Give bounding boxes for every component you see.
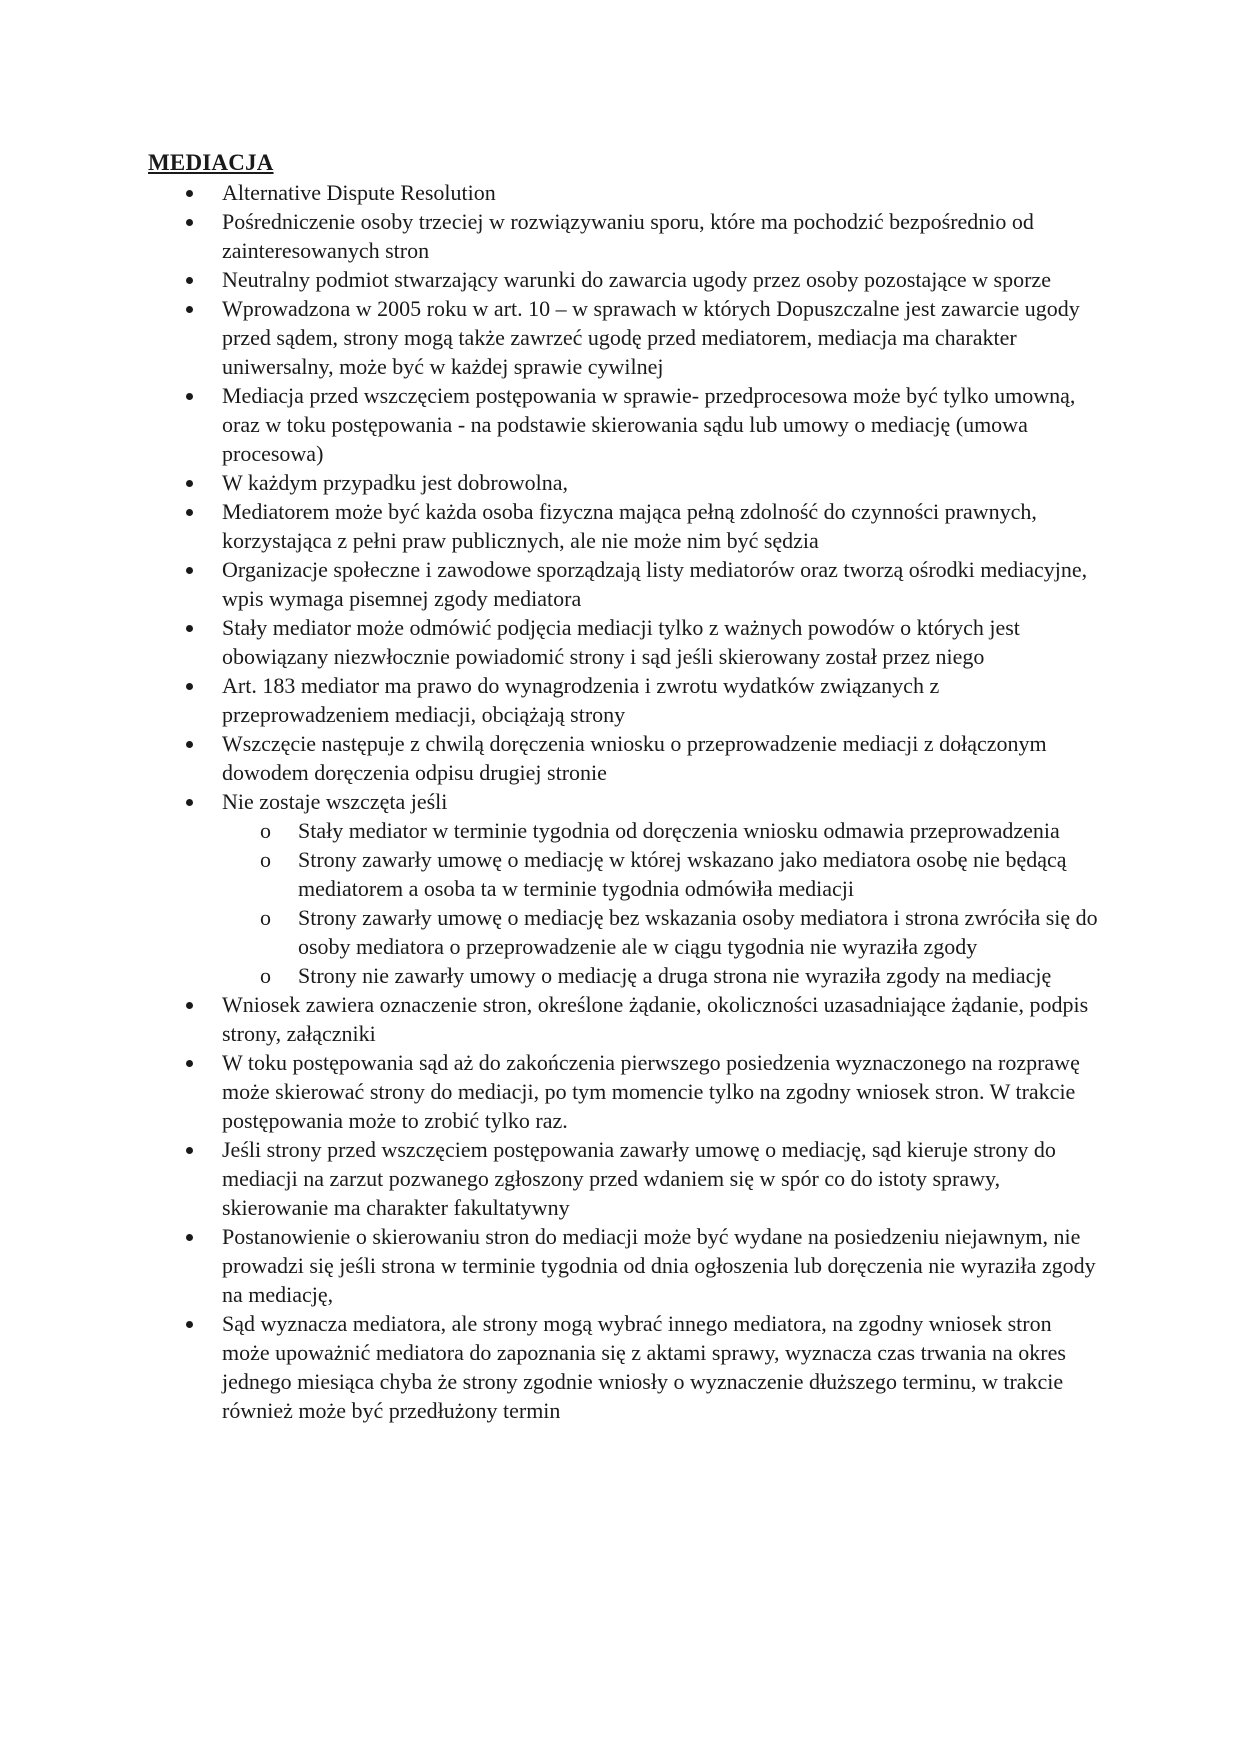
list-item [222,265,1102,294]
list-item [222,671,1102,729]
list-item [222,555,1102,613]
bullet-icon [186,1321,193,1328]
sub-list-item-text: Strony zawarły umowę o mediację bez wskazania osoby mediatora i strona zwróciła się do osoby mediatora o przeprowadzenie ale w ciągu tygodnia nie wyraziła zgody [298,905,1098,959]
bullet-icon [186,480,193,487]
list-item-text: Mediacja przed wszczęciem postępowania w sprawie- przedprocesowa może być tylko umowną, oraz w toku postępowania - na podstawie skierowania sądu lub umowy o mediację (umowa procesowa) [222,383,1076,466]
bullet-icon [186,219,193,226]
list-item-text: Mediatorem może być każda osoba fizyczna mająca pełną zdolność do czynności prawnych, korzystająca z pełni praw publicznych, ale nie może nim być sędzia [222,499,1037,553]
circle-bullet-icon: o [260,905,271,930]
document-title: MEDIACJA [148,150,274,175]
list-item-text: W toku postępowania sąd aż do zakończenia pierwszego posiedzenia wyznaczonego na rozprawę może skierować strony do mediacji, po tym momencie tylko na zgodny wniosek stron. W trakcie postępowania może to zrobić tylko raz. [222,1050,1080,1133]
list-item-text: Art. 183 mediator ma prawo do wynagrodzenia i zwrotu wydatków związanych z przeprowadzeniem mediacji, obciążają strony [222,673,940,727]
sub-list-item [260,816,1102,845]
list-item [222,787,1102,990]
bullet-icon [186,1234,193,1241]
sub-list-item-text: Strony zawarły umowę o mediację w której wskazano jako mediatora osobę nie będącą mediatorem a osoba ta w terminie tygodnia odmówiła mediacji [298,847,1067,901]
list-item-text: Stały mediator może odmówić podjęcia mediacji tylko z ważnych powodów o których jest obowiązany niezwłocznie powiadomić strony i sąd jeśli skierowany został przez niego [222,615,1020,669]
bullet-icon [186,190,193,197]
bullet-icon [186,277,193,284]
sub-list-item [260,961,1102,990]
list-item-text: Neutralny podmiot stwarzający warunki do zawarcia ugody przez osoby pozostające w sporze [222,267,1051,292]
list-item [222,497,1102,555]
list-item-text: Wszczęcie następuje z chwilą doręczenia wniosku o przeprowadzenie mediacji z dołączonym dowodem doręczenia odpisu drugiej stronie [222,731,1047,785]
list-item [222,1222,1102,1309]
bullet-icon [186,567,193,574]
bullet-icon [186,1060,193,1067]
bullet-icon [186,741,193,748]
bullet-list [222,178,1102,1425]
list-item [222,613,1102,671]
list-item [222,178,1102,207]
list-item-text: W każdym przypadku jest dobrowolna, [222,470,569,495]
circle-bullet-icon: o [260,818,271,843]
bullet-icon [186,509,193,516]
sub-list-item-text: Stały mediator w terminie tygodnia od doręczenia wniosku odmawia przeprowadzenia [298,818,1060,843]
sub-bullet-list [222,816,1102,990]
list-item-text: Alternative Dispute Resolution [222,180,496,205]
list-item-text: Jeśli strony przed wszczęciem postępowania zawarły umowę o mediację, sąd kieruje strony do mediacji na zarzut pozwanego zgłoszony przed wdaniem się w spór co do istoty sprawy, skierowanie ma charakter fakultatywny [222,1137,1056,1220]
bullet-icon [186,1002,193,1009]
list-item [222,381,1102,468]
bullet-icon [186,799,193,806]
list-item [222,207,1102,265]
bullet-icon [186,1147,193,1154]
sub-list-item-text: Strony nie zawarły umowy o mediację a druga strona nie wyraziła zgody na mediację [298,963,1052,988]
list-item [222,1048,1102,1135]
list-item [222,468,1102,497]
circle-bullet-icon: o [260,963,271,988]
list-item [222,1135,1102,1222]
list-item-text: Wprowadzona w 2005 roku w art. 10 – w sprawach w których Dopuszczalne jest zawarcie ugody przed sądem, strony mogą także zawrzeć ugodę przed mediatorem, mediacja ma charakter uniwersalny, może być w każdej sprawie cywilnej [222,296,1080,379]
list-item-text: Nie zostaje wszczęta jeśli [222,789,448,814]
bullet-icon [186,683,193,690]
list-item [222,1309,1102,1425]
list-item [222,294,1102,381]
sub-list-item [260,903,1102,961]
circle-bullet-icon: o [260,847,271,872]
list-item-text: Organizacje społeczne i zawodowe sporządzają listy mediatorów oraz tworzą ośrodki mediacyjne, wpis wymaga pisemnej zgody mediatora [222,557,1088,611]
list-item-text: Pośredniczenie osoby trzeciej w rozwiązywaniu sporu, które ma pochodzić bezpośrednio od zainteresowanych stron [222,209,1034,263]
bullet-icon [186,393,193,400]
sub-list-item [260,845,1102,903]
bullet-icon [186,625,193,632]
bullet-icon [186,306,193,313]
list-item-text: Sąd wyznacza mediatora, ale strony mogą wybrać innego mediatora, na zgodny wniosek stron może upoważnić mediatora do zapoznania się z aktami sprawy, wyznacza czas trwania na okres jednego miesiąca chyba że strony zgodnie wniosły o wyznaczenie dłuższego terminu, w trakcie również może być przedłużony termin [222,1311,1066,1423]
list-item-text: Wniosek zawiera oznaczenie stron, określone żądanie, okoliczności uzasadniające żądanie, podpis strony, załączniki [222,992,1089,1046]
list-item [222,729,1102,787]
list-item [222,990,1102,1048]
list-item-text: Postanowienie o skierowaniu stron do mediacji może być wydane na posiedzeniu niejawnym, nie prowadzi się jeśli strona w terminie tygodnia od dnia ogłoszenia lub doręczenia nie wyraziła zgody na mediację, [222,1224,1096,1307]
